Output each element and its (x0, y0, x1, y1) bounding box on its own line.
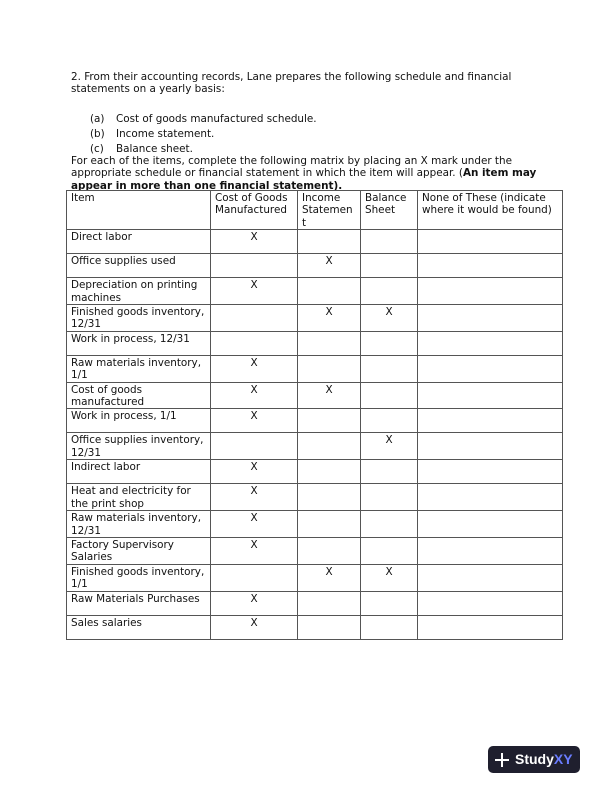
list-item (90, 113, 317, 128)
cell-income-statement[interactable] (298, 409, 361, 433)
cell-cogm[interactable]: X (211, 278, 298, 305)
list-marker: (a) (90, 113, 105, 125)
header-item: Item (67, 191, 211, 230)
cell-item: Direct labor (67, 230, 211, 254)
cell-balance-sheet[interactable] (361, 484, 418, 511)
list-item (90, 128, 317, 143)
header-row (67, 191, 563, 230)
cell-cogm[interactable]: X (211, 511, 298, 538)
table-row (67, 230, 563, 254)
cell-cogm[interactable] (211, 433, 298, 460)
header-balance-sheet: Balance Sheet (361, 191, 418, 230)
cell-balance-sheet[interactable] (361, 511, 418, 538)
cell-none[interactable] (418, 278, 563, 305)
cell-cogm[interactable]: X (211, 355, 298, 382)
cell-income-statement[interactable] (298, 537, 361, 564)
cell-none[interactable] (418, 355, 563, 382)
cell-none[interactable] (418, 615, 563, 639)
cell-item: Office supplies used (67, 254, 211, 278)
classification-matrix (66, 190, 563, 640)
list-marker: (b) (90, 128, 105, 140)
cell-cogm[interactable]: X (211, 460, 298, 484)
cell-cogm[interactable]: X (211, 591, 298, 615)
table-row (67, 537, 563, 564)
cell-balance-sheet[interactable] (361, 460, 418, 484)
cell-none[interactable] (418, 511, 563, 538)
cell-balance-sheet[interactable] (361, 331, 418, 355)
cell-income-statement[interactable] (298, 591, 361, 615)
cell-none[interactable] (418, 382, 563, 409)
cell-item: Sales salaries (67, 615, 211, 639)
cell-income-statement[interactable] (298, 615, 361, 639)
cell-item: Cost of goods manufactured (67, 382, 211, 409)
cell-item: Office supplies inventory, 12/31 (67, 433, 211, 460)
cell-income-statement[interactable] (298, 484, 361, 511)
cell-none[interactable] (418, 460, 563, 484)
cell-cogm[interactable]: X (211, 382, 298, 409)
table-row (67, 355, 563, 382)
question-intro: 2. From their accounting records, Lane prepares the following schedule and financial statements on a yearly basis: (71, 71, 512, 96)
cell-cogm[interactable] (211, 254, 298, 278)
cell-income-statement[interactable] (298, 511, 361, 538)
table-row (67, 564, 563, 591)
cell-cogm[interactable]: X (211, 615, 298, 639)
cell-none[interactable] (418, 564, 563, 591)
table-row (67, 615, 563, 639)
cell-cogm[interactable]: X (211, 537, 298, 564)
cell-item: Indirect labor (67, 460, 211, 484)
cell-balance-sheet[interactable] (361, 254, 418, 278)
cell-cogm[interactable] (211, 331, 298, 355)
table-row (67, 484, 563, 511)
cell-none[interactable] (418, 230, 563, 254)
list-text: Cost of goods manufactured schedule. (116, 113, 317, 125)
cell-balance-sheet[interactable] (361, 230, 418, 254)
cell-none[interactable] (418, 305, 563, 332)
studyxy-logo (488, 746, 580, 773)
cell-income-statement[interactable] (298, 331, 361, 355)
instructions-text: For each of the items, complete the following matrix by placing an X mark under the appropriate schedule or financial statement in which the item will appear. ( (71, 155, 512, 180)
table-row (67, 254, 563, 278)
table-row (67, 511, 563, 538)
cell-none[interactable] (418, 331, 563, 355)
matrix-body (67, 230, 563, 639)
table-row (67, 305, 563, 332)
cell-item: Factory Supervisory Salaries (67, 537, 211, 564)
cell-cogm[interactable]: X (211, 409, 298, 433)
cell-cogm[interactable] (211, 305, 298, 332)
cell-income-statement[interactable] (298, 230, 361, 254)
cell-item: Raw materials inventory, 12/31 (67, 511, 211, 538)
cell-income-statement[interactable]: X (298, 254, 361, 278)
cell-balance-sheet[interactable] (361, 355, 418, 382)
cell-cogm[interactable] (211, 564, 298, 591)
cell-none[interactable] (418, 537, 563, 564)
table-row (67, 278, 563, 305)
header-cogm: Cost of Goods Manufactured (211, 191, 298, 230)
cell-none[interactable] (418, 484, 563, 511)
cell-none[interactable] (418, 254, 563, 278)
cell-none[interactable] (418, 433, 563, 460)
cell-balance-sheet[interactable] (361, 278, 418, 305)
plus-icon (495, 753, 509, 767)
cell-income-statement[interactable]: X (298, 382, 361, 409)
cell-item: Raw materials inventory, 1/1 (67, 355, 211, 382)
cell-income-statement[interactable] (298, 433, 361, 460)
header-none: None of These (indicate where it would be found) (418, 191, 563, 230)
table-row (67, 591, 563, 615)
cell-item: Raw Materials Purchases (67, 591, 211, 615)
cell-item: Depreciation on printing machines (67, 278, 211, 305)
cell-balance-sheet[interactable] (361, 615, 418, 639)
cell-item: Finished goods inventory, 12/31 (67, 305, 211, 332)
cell-balance-sheet[interactable] (361, 591, 418, 615)
cell-item: Heat and electricity for the print shop (67, 484, 211, 511)
cell-balance-sheet[interactable] (361, 409, 418, 433)
cell-balance-sheet[interactable]: X (361, 433, 418, 460)
cell-cogm[interactable]: X (211, 484, 298, 511)
cell-income-statement[interactable] (298, 278, 361, 305)
logo-prefix: Study (515, 751, 554, 768)
table-row (67, 433, 563, 460)
cell-item: Finished goods inventory, 1/1 (67, 564, 211, 591)
cell-item: Work in process, 1/1 (67, 409, 211, 433)
table-row (67, 409, 563, 433)
cell-balance-sheet[interactable]: X (361, 564, 418, 591)
cell-income-statement[interactable] (298, 355, 361, 382)
list-marker: (c) (90, 143, 104, 155)
statement-list (90, 113, 317, 158)
cell-item: Work in process, 12/31 (67, 331, 211, 355)
cell-cogm[interactable]: X (211, 230, 298, 254)
instructions-bold: An item may appear in more than one financial statement). (71, 167, 537, 192)
list-text: Income statement. (116, 128, 215, 140)
cell-income-statement[interactable]: X (298, 564, 361, 591)
cell-income-statement[interactable] (298, 460, 361, 484)
header-income-statement: Income Statemen t (298, 191, 361, 230)
cell-none[interactable] (418, 591, 563, 615)
list-text: Balance sheet. (116, 143, 193, 155)
table-row (67, 382, 563, 409)
cell-income-statement[interactable]: X (298, 305, 361, 332)
table-row (67, 331, 563, 355)
instructions (71, 155, 561, 192)
cell-none[interactable] (418, 409, 563, 433)
logo-suffix: XY (553, 751, 573, 768)
cell-balance-sheet[interactable] (361, 537, 418, 564)
cell-balance-sheet[interactable] (361, 382, 418, 409)
cell-balance-sheet[interactable]: X (361, 305, 418, 332)
table-row (67, 460, 563, 484)
